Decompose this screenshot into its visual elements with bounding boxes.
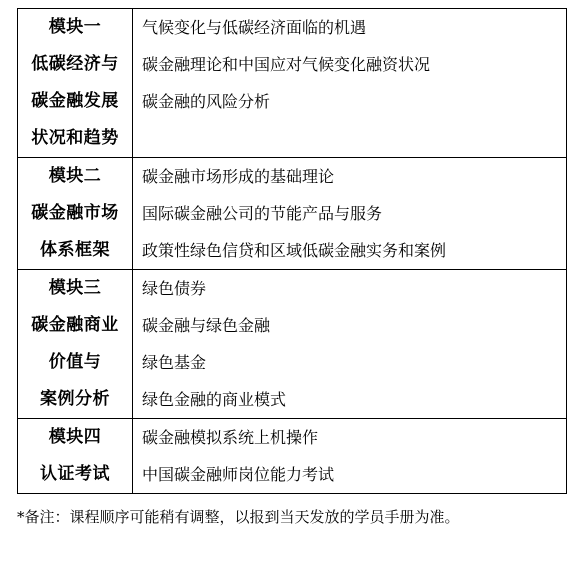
module-title-cell xyxy=(18,419,133,494)
topic-item: 碳金融的风险分析 xyxy=(142,92,271,111)
topic-item: 绿色债券 xyxy=(142,279,207,298)
module-title-line: 模块三 xyxy=(48,278,102,298)
module-row xyxy=(18,270,567,419)
module-row xyxy=(18,419,567,494)
course-table xyxy=(17,8,567,494)
module-topics-cell xyxy=(133,9,567,158)
module-title-line: 碳金融发展 xyxy=(31,91,119,111)
module-title-line: 模块一 xyxy=(48,17,102,37)
module-title-line: 碳金融市场 xyxy=(31,203,119,223)
module-topics-cell xyxy=(133,270,567,419)
topic-item: 国际碳金融公司的节能产品与服务 xyxy=(142,204,383,223)
module-title-line: 低碳经济与 xyxy=(31,54,119,74)
module-title-line: 碳金融商业 xyxy=(31,315,119,335)
topic-item: 绿色基金 xyxy=(142,353,207,372)
footnote: *备注：课程顺序可能稍有调整，以报到当天发放的学员手册为准。 xyxy=(17,508,460,526)
module-title-cell xyxy=(18,9,133,158)
topic-item: 政策性绿色信贷和区域低碳金融实务和案例 xyxy=(142,241,447,260)
module-topics-cell xyxy=(133,158,567,270)
module-title-line: 案例分析 xyxy=(40,389,110,409)
topic-item: 中国碳金融师岗位能力考试 xyxy=(142,465,335,484)
module-title-line: 价值与 xyxy=(48,352,102,372)
module-title-line: 体系框架 xyxy=(40,240,110,260)
topic-item: 碳金融市场形成的基础理论 xyxy=(142,167,335,186)
topic-item: 碳金融模拟系统上机操作 xyxy=(142,428,319,447)
module-topics-cell xyxy=(133,419,567,494)
topic-item: 碳金融理论和中国应对气候变化融资状况 xyxy=(142,55,431,74)
topic-item: 气候变化与低碳经济面临的机遇 xyxy=(142,18,367,37)
topic-item: 绿色金融的商业模式 xyxy=(142,390,287,409)
topic-item: 碳金融与绿色金融 xyxy=(142,316,271,335)
module-title-line: 认证考试 xyxy=(40,464,110,484)
module-row xyxy=(18,158,567,270)
module-title-cell xyxy=(18,158,133,270)
module-title-cell xyxy=(18,270,133,419)
module-row xyxy=(18,9,567,158)
module-title-line: 模块四 xyxy=(48,427,102,447)
module-title-line: 状况和趋势 xyxy=(31,128,119,148)
module-title-line: 模块二 xyxy=(48,166,102,186)
